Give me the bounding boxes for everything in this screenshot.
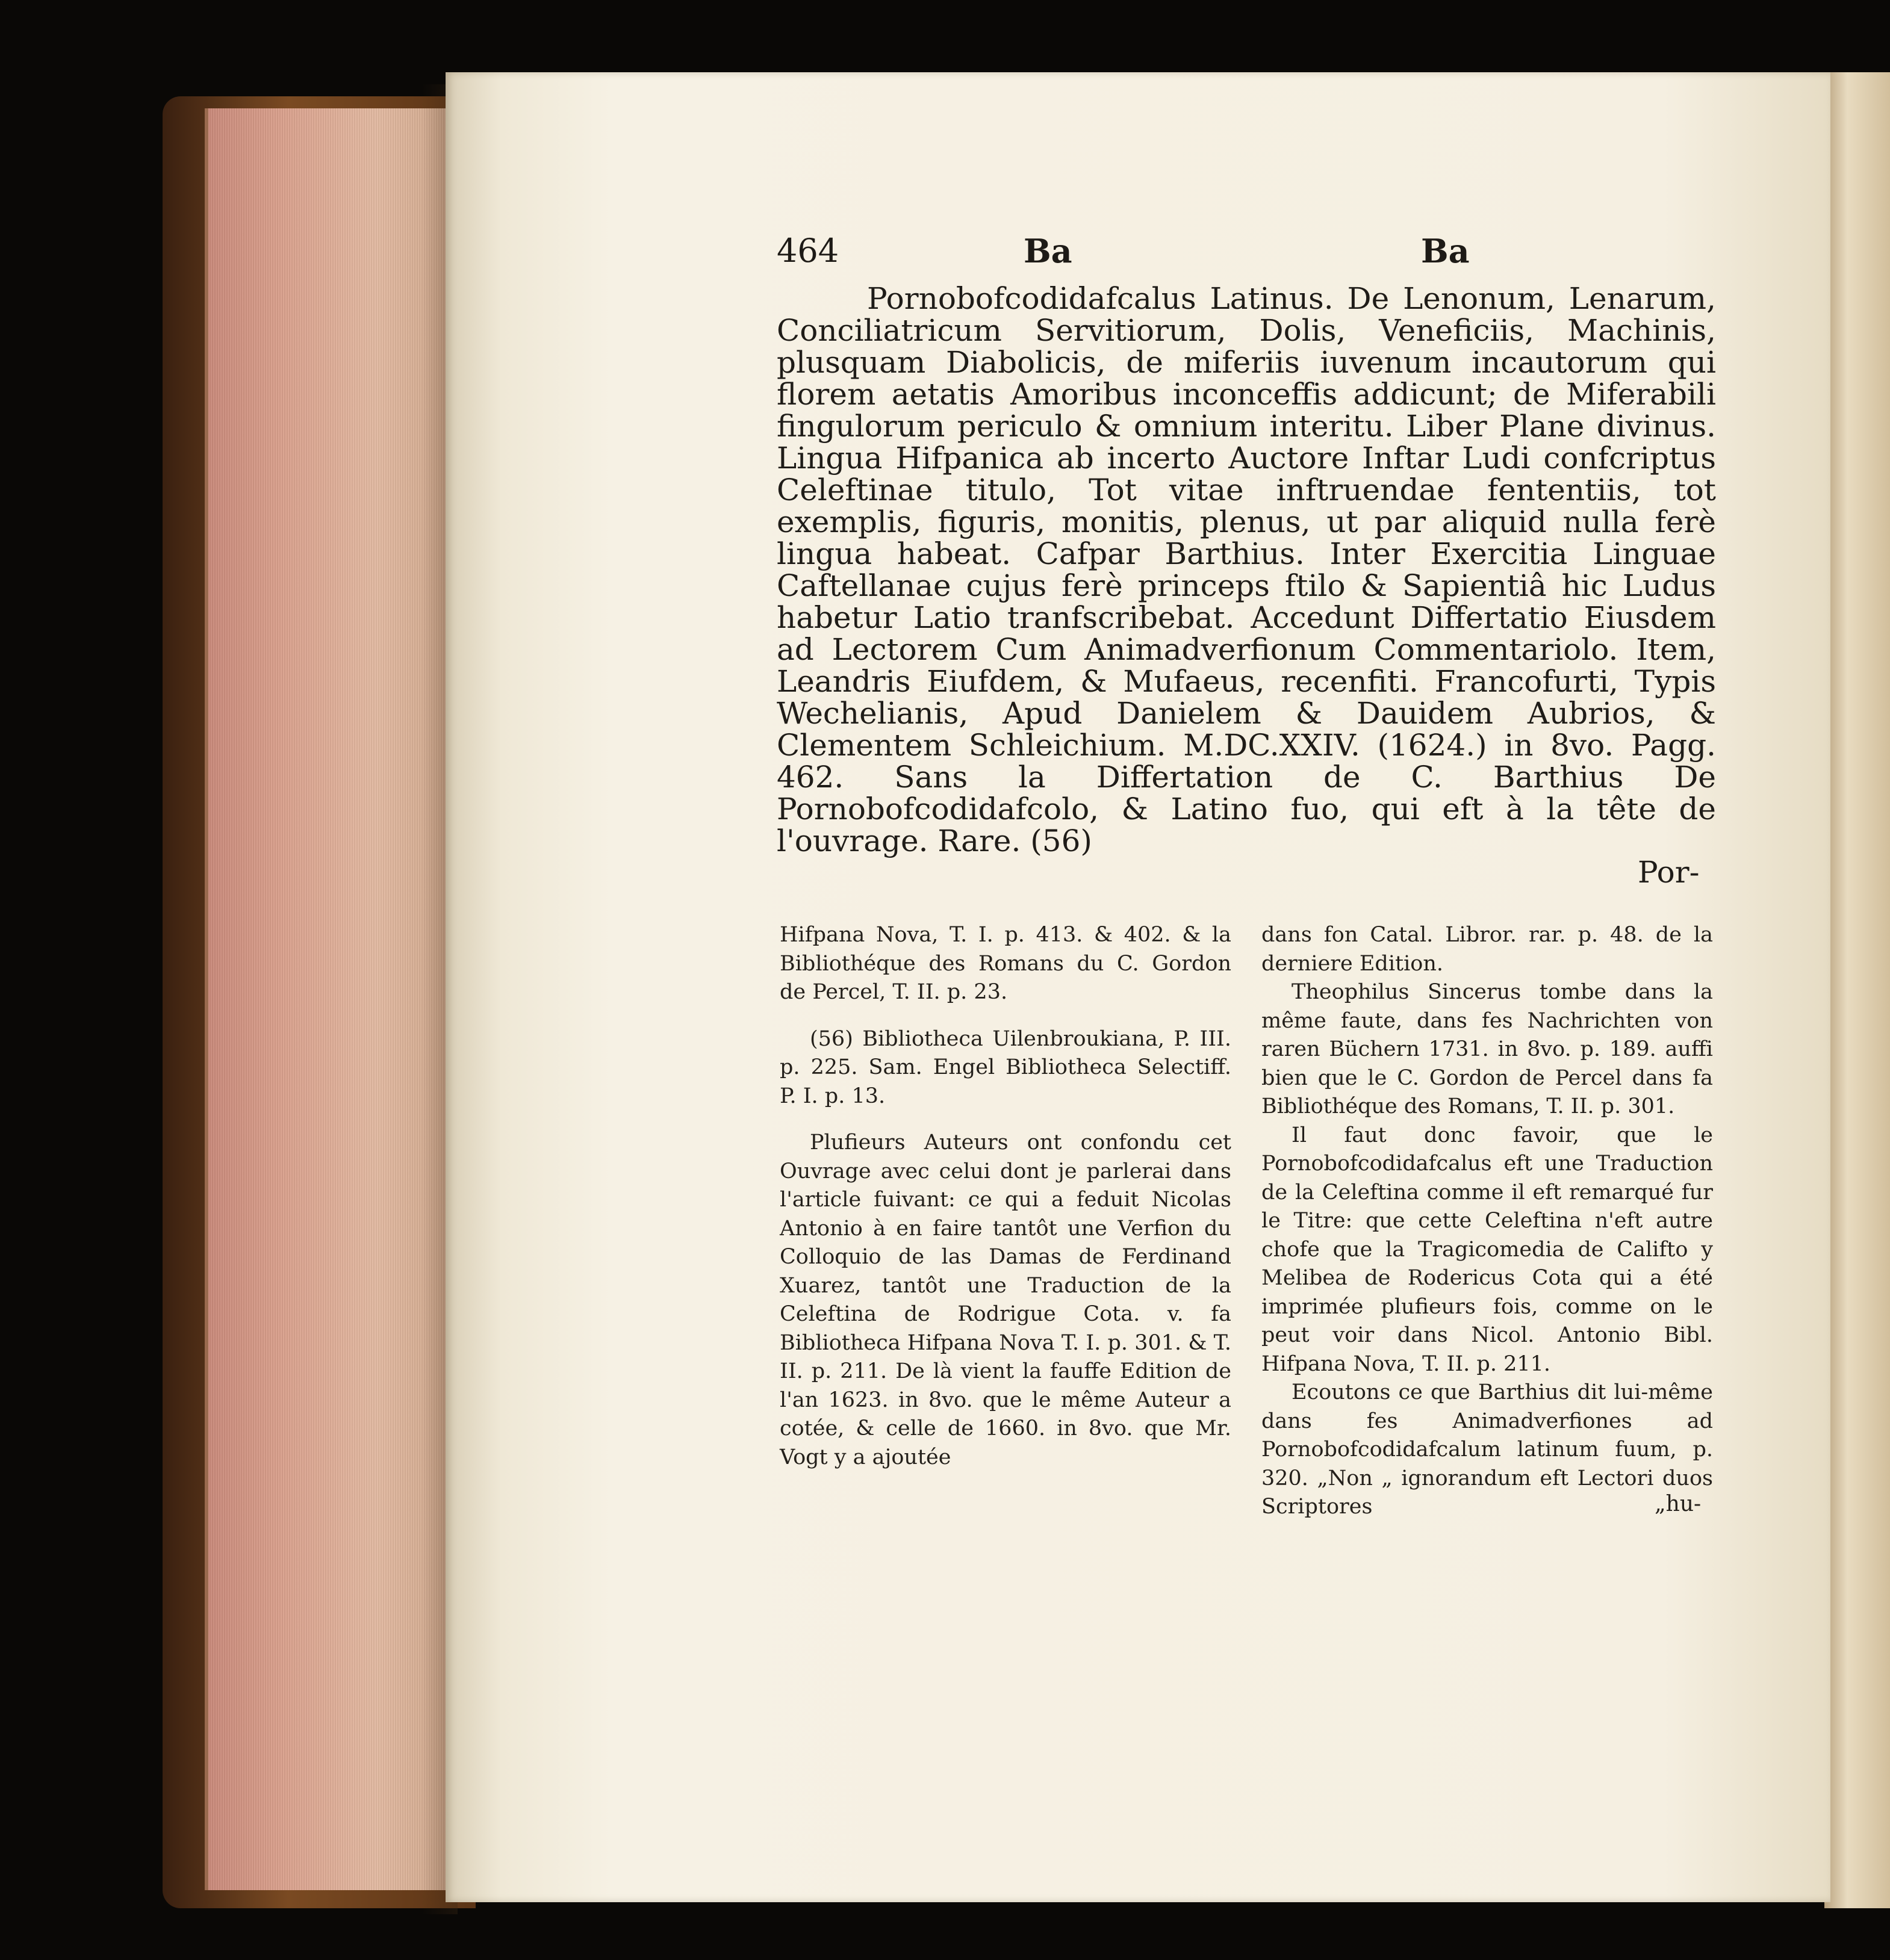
note-paragraph: Hifpana Nova, T. I. p. 413. & 402. & la Bibliothéque des Romans du C. Gordon de Percel, T. II. p. 23. — [780, 923, 1231, 1004]
note-paragraph: Ecoutons ce que Barthius dit lui-même dans fes Animadverfiones ad Pornobofcodidafcalum latinum fuum, p. 320. „Non „ ignorandum eft Lectori duos Scriptores — [1261, 1380, 1713, 1519]
note-paragraph: Il faut donc favoir, que le Pornobofcodidafcalus eft une Traduction de la Celeftina comme il eft remarqué fur le Titre: que cette Celeftina n'eft autre chofe que la Tragicomedia de Califto y Melibea de Rodericus Cota qui a été imprimée plufieurs fois, comme on le peut voir dans Nicol. Antonio Bibl. Hifpana Nova, T. II. p. 211. — [1261, 1123, 1713, 1376]
page-number: 464 — [777, 232, 839, 270]
notes-column-right — [1261, 921, 1713, 1522]
running-head-right: Ba — [1421, 232, 1470, 270]
facing-page-edge — [1824, 72, 1890, 1908]
note-paragraph: dans fon Catal. Libror. rar. p. 48. de la derniere Edition. — [1261, 923, 1713, 976]
note-paragraph: (56) Bibliotheca Uilenbroukiana, P. III. p. 225. Sam. Engel Bibliotheca Selectiff. P. I. p. 13. — [780, 1026, 1231, 1108]
main-catchword: Por- — [1638, 855, 1700, 890]
main-entry-text: Pornobofcodidafcalus Latinus. De Lenonum, Lenarum, Conciliatricum Servitiorum, Dolis, Veneficiis, Machinis, plusquam Diabolicis, de miferiis iuvenum incautorum qui florem aetatis Amoribus inconceffis addicunt; de Miferabili fingulorum periculo & omnium interitu. Liber Plane divinus. Lingua Hifpanica ab incerto Auctore Inftar Ludi confcriptus Celeftinae titulo, Tot vitae inftruendae fententiis, tot exemplis, figuris, monitis, plenus, ut par aliquid nulla ferè lingua habeat. Cafpar Barthius. Inter Exercitia Linguae Caftellanae cujus ferè princeps ftilo & Sapientiâ hic Ludus habetur Latio tranfscribebat. Accedunt Differtatio Eiusdem ad Lectorem Cum Animadverfionum Commentariolo. Item, Leandris Eiufdem, & Mufaeus, recenfiti. Francofurti, Typis Wechelianis, Apud Danielem & Dauidem Aubrios, & Clementem Schleichium. M.DC.XXIV. (1624.) in 8vo. Pagg. 462. Sans la Differtation de C. Barthius De Pornobofcodidafcolo, & Latino fuo, qui eft à la tête de l'ouvrage. Rare. (56) — [777, 281, 1716, 858]
notes-column-left — [780, 921, 1231, 1472]
note-paragraph: Plufieurs Auteurs ont confondu cet Ouvrage avec celui dont je parlerai dans l'article fuivant: ce qui a feduit Nicolas Antonio à en faire tantôt une Verfion du Colloquio de las Damas de Ferdinand Xuarez, tantôt une Traduction de la Celeftina de Rodrigue Cota. v. fa Bibliotheca Hifpana Nova T. I. p. 301. & T. II. p. 211. De là vient la fauffe Edition de l'an 1623. in 8vo. que le même Auteur a cotée, & celle de 1660. in 8vo. que Mr. Vogt y a ajoutée — [780, 1130, 1231, 1469]
running-header — [777, 232, 1475, 280]
running-head-left: Ba — [1024, 232, 1072, 270]
page-edges — [205, 108, 449, 1890]
notes-catchword: „hu- — [1655, 1492, 1702, 1516]
note-paragraph: Theophilus Sincerus tombe dans la même faute, dans fes Nachrichten von raren Büchern 1731. in 8vo. p. 189. auffi bien que le C. Gordon de Percel dans fa Bibliothéque des Romans, T. II. p. 301. — [1261, 980, 1713, 1118]
